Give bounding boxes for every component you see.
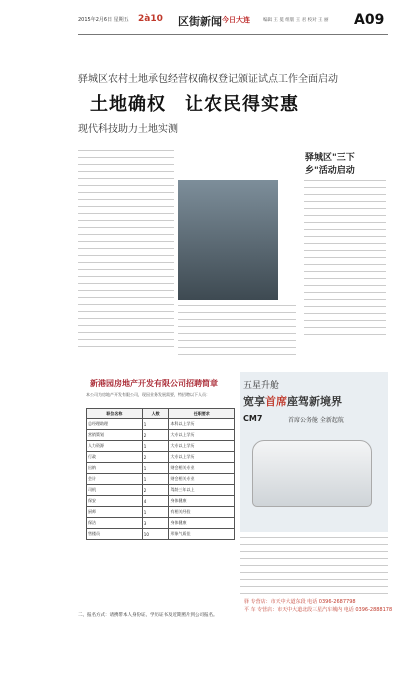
notice-intro: 本公司为房地产开发有限公司，现因业务发展需要，特招聘以下人员：: [86, 392, 210, 397]
table-cell: 有相关经验: [169, 507, 235, 518]
ad-contact-1: 驿 专营店：市天中大道东段 电话 0396-2687798: [244, 599, 356, 605]
ad-tagline-suffix: 座驾新境界: [287, 395, 342, 408]
table-cell: 1: [142, 474, 169, 485]
table-cell: 保安: [87, 496, 143, 507]
table-cell: 厨师: [87, 507, 143, 518]
notice-note: 二、报名方式：请携带本人身份证、学历证书及近期照片到公司报名。: [78, 613, 218, 618]
table-cell: 出纳: [87, 463, 143, 474]
table-cell: 保洁: [87, 518, 143, 529]
table-cell: 财会相关专业: [169, 463, 235, 474]
staff-credits: 编辑 王 冕 组版 王 君 校对 王 丽: [263, 18, 329, 23]
table-cell: 10: [142, 529, 169, 540]
article-headline: 土地确权 让农民得实惠: [90, 94, 299, 115]
article-body-column-2: [178, 305, 296, 355]
page-number: A09: [354, 12, 385, 28]
table-cell: 2: [142, 452, 169, 463]
table-cell: 2: [142, 485, 169, 496]
issue-date: 2015年2月6日 星期五: [78, 17, 129, 23]
ad-fineprint: [240, 537, 388, 597]
table-cell: 大专以上学历: [169, 430, 235, 441]
table-row: [87, 496, 235, 507]
ad-headline: 五星升舱: [243, 381, 280, 391]
table-row: [87, 441, 235, 452]
notice-title: 新港园房地产开发有限公司招聘简章: [90, 379, 218, 388]
table-cell: 身体健康: [169, 518, 235, 529]
page-header: [0, 0, 415, 60]
ad-contact-2: 平 车 专营店：市天中大道北段三星汽车城内 电话 0396-2888178: [244, 607, 393, 613]
table-row: [87, 452, 235, 463]
header-rule: [78, 34, 388, 35]
table-cell: 财会相关专业: [169, 474, 235, 485]
table-row: [87, 529, 235, 540]
paper-name: 今日大连: [222, 16, 250, 24]
table-cell: 行政: [87, 452, 143, 463]
table-row: [87, 463, 235, 474]
table-cell: 身体健康: [169, 496, 235, 507]
table-cell: 1: [142, 507, 169, 518]
section-logo: 2à10: [138, 14, 163, 24]
table-cell: 3: [142, 518, 169, 529]
recruitment-table: [86, 408, 235, 540]
table-cell: 司机: [87, 485, 143, 496]
sidebar-title: 驿城区"三下乡"活动启动: [305, 153, 355, 176]
sidebar-body: [304, 180, 386, 340]
article-subhead: 现代科技助力土地实测: [78, 124, 178, 135]
ad-tagline-prefix: 宽享: [243, 395, 265, 408]
table-cell: 1: [142, 419, 169, 430]
table-row: [87, 485, 235, 496]
table-row: [87, 507, 235, 518]
section-title: 区街新闻: [178, 15, 222, 28]
table-header-cell: 任职要求: [169, 409, 235, 419]
table-cell: 形象气质佳: [169, 529, 235, 540]
table-cell: 总经理助理: [87, 419, 143, 430]
table-cell: 1: [142, 441, 169, 452]
table-cell: 4: [142, 496, 169, 507]
table-row: [87, 474, 235, 485]
table-cell: 2: [142, 430, 169, 441]
table-header-cell: 职位名称: [87, 409, 143, 419]
table-cell: 会计: [87, 474, 143, 485]
table-cell: 营销策划: [87, 430, 143, 441]
table-cell: 人力资源: [87, 441, 143, 452]
table-cell: 大专以上学历: [169, 441, 235, 452]
table-cell: 大专以上学历: [169, 452, 235, 463]
table-row: [87, 518, 235, 529]
article-kicker: 驿城区农村土地承包经营权确权登记颁证试点工作全面启动: [78, 74, 338, 85]
table-cell: 驾龄三年以上: [169, 485, 235, 496]
table-cell: 1: [142, 463, 169, 474]
table-cell: 本科以上学历: [169, 419, 235, 430]
ad-model: CM7: [243, 414, 263, 423]
ad-tagline: [243, 393, 342, 409]
ad-tagline-red: 首席: [265, 395, 287, 408]
article-body-column-1: [78, 150, 174, 350]
table-cell: 售楼员: [87, 529, 143, 540]
table-row: [87, 419, 235, 430]
van-image: [252, 440, 372, 507]
ad-model-sub: 首席公务舱 全新起航: [288, 417, 344, 424]
table-row: [87, 430, 235, 441]
article-photo: [178, 180, 278, 300]
table-header-cell: 人数: [142, 409, 169, 419]
